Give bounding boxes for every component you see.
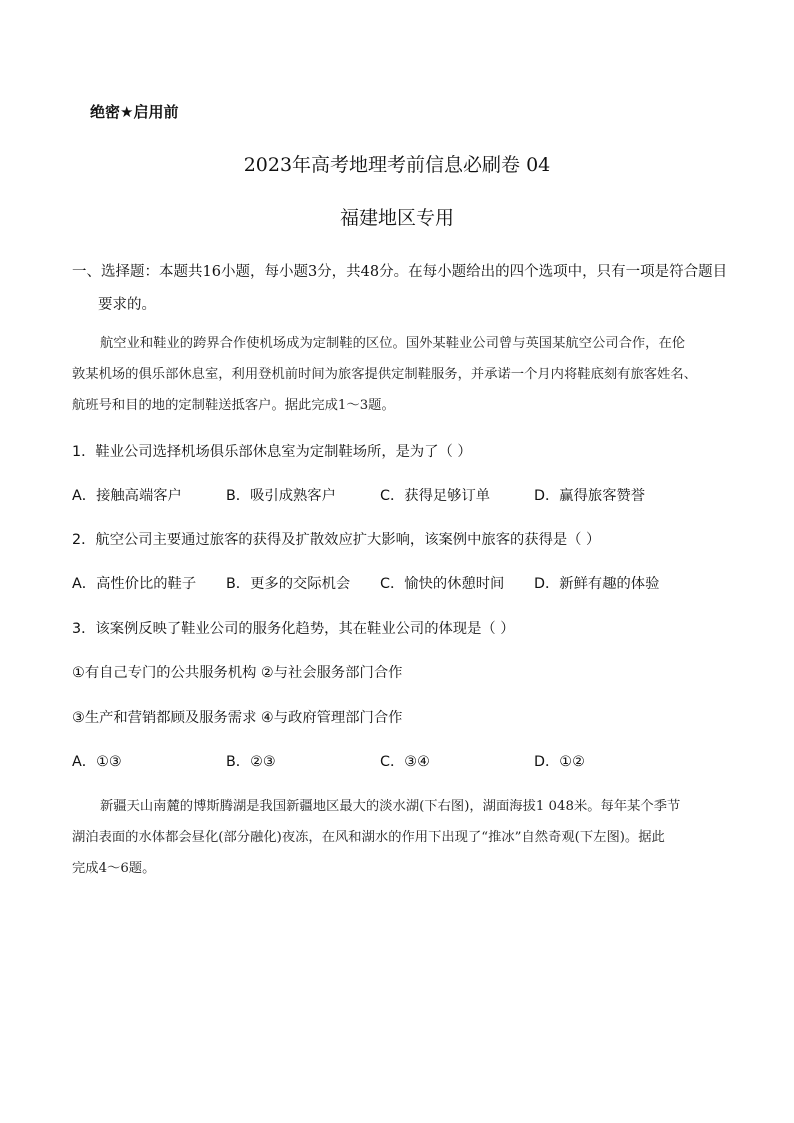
section-instructions: [72, 256, 732, 322]
question-2-option-d: D．新鲜有趣的体验: [534, 576, 660, 592]
question-1-option-a: A．接触高端客户: [72, 488, 182, 504]
question-3-statement-1: ①有自己专门的公共服务机构 ②与社会服务部门合作: [72, 665, 403, 681]
question-1-option-c: C．获得足够订单: [380, 488, 491, 504]
question-3-stem: 3．该案例反映了鞋业公司的服务化趋势，其在鞋业公司的体现是（ ）: [72, 621, 515, 637]
passage-1-line-3: 航班号和目的地的定制鞋送抵客户。据此完成1～3题。: [72, 398, 395, 413]
section-line-1: 一、选择题：本题共16小题，每小题3分，共48分。在每小题给出的四个选项中，只有一项是符合题目: [72, 264, 728, 280]
passage-1: [72, 328, 720, 421]
question-2-option-c: C．愉快的休憩时间: [380, 576, 505, 592]
question-3-option-c: C．③④: [380, 754, 430, 770]
question-3-statement-2: ③生产和营销都顾及服务需求 ④与政府管理部门合作: [72, 710, 403, 726]
question-2-option-a: A．高性价比的鞋子: [72, 576, 197, 592]
question-3-option-b: B．②③: [226, 754, 276, 770]
passage-2: [72, 791, 720, 884]
question-1-option-d: D．赢得旅客赞誉: [534, 488, 646, 504]
question-1-option-b: B．吸引成熟客户: [226, 488, 336, 504]
passage-2-line-3: 完成4～6题。: [72, 861, 156, 876]
passage-1-line-1: 航空业和鞋业的跨界合作使机场成为定制鞋的区位。国外某鞋业公司曾与英国某航空公司合作，在伦: [100, 336, 686, 351]
passage-2-line-1: 新疆天山南麓的博斯腾湖是我国新疆地区最大的淡水湖(下右图)，湖面海拔1 048米。每年某个季节: [100, 799, 681, 814]
section-line-2: 要求的。: [98, 297, 156, 313]
passage-2-line-2: 湖泊表面的水体都会昼化(部分融化)夜冻，在风和湖水的作用下出现了“推冰”自然奇观(下左图)。据此: [72, 830, 665, 845]
question-3-option-a: A．①③: [72, 754, 122, 770]
question-1-stem: 1．鞋业公司选择机场俱乐部休息室为定制鞋场所，是为了（ ）: [72, 444, 472, 460]
confidential-label: 绝密★启用前: [90, 103, 179, 121]
question-3-option-d: D．①②: [534, 754, 585, 770]
passage-1-line-2: 敦某机场的俱乐部休息室，利用登机前时间为旅客提供定制鞋服务，并承诺一个月内将鞋底刻有旅客姓名、: [72, 367, 697, 382]
question-2-stem: 2．航空公司主要通过旅客的获得及扩散效应扩大影响，该案例中旅客的获得是（ ）: [72, 532, 601, 548]
exam-subtitle: 福建地区专用: [339, 207, 454, 229]
exam-title: 2023年高考地理考前信息必刷卷 04: [243, 154, 551, 176]
question-2-option-b: B．更多的交际机会: [226, 576, 351, 592]
